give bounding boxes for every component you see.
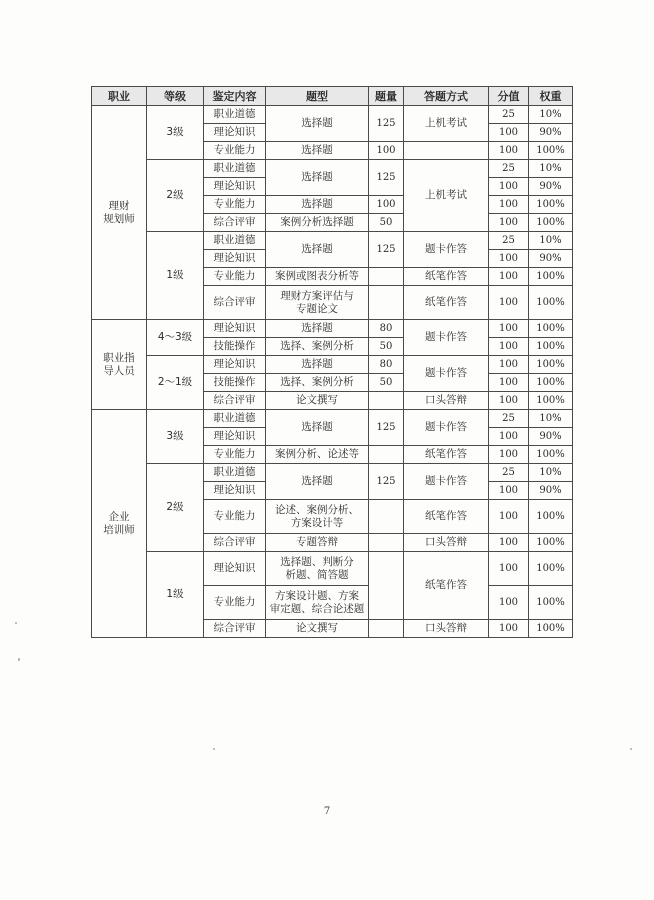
table-cell: 理论知识	[204, 428, 266, 446]
table-cell: 选择题	[266, 160, 369, 196]
table-cell: 理论知识	[204, 482, 266, 500]
table-cell: 100	[489, 586, 529, 620]
table-cell: 题卡作答	[404, 232, 489, 268]
table-cell: 职业道德	[204, 106, 266, 124]
table-cell: 论述、案例分析、 方案设计等	[266, 500, 369, 534]
table-cell: 10%	[529, 160, 573, 178]
table-cell: 100	[489, 482, 529, 500]
table-cell: 100	[489, 356, 529, 374]
scan-speck	[15, 622, 17, 624]
table-cell: 100%	[529, 214, 573, 232]
table-cell: 100	[489, 338, 529, 356]
header-content: 鉴定内容	[204, 87, 266, 106]
header-score: 分值	[489, 87, 529, 106]
table-cell: 选择题	[266, 196, 369, 214]
table-cell: 3级	[147, 106, 204, 160]
table-cell: 企业 培训师	[92, 410, 147, 638]
table-cell: 理论知识	[204, 124, 266, 142]
table-cell: 125	[369, 464, 404, 500]
table-cell: 案例或图表分析等	[266, 268, 369, 286]
page-number: 7	[323, 806, 331, 817]
table-cell: 90%	[529, 250, 573, 268]
table-cell: 综合评审	[204, 214, 266, 232]
table-cell: 90%	[529, 482, 573, 500]
header-occupation: 职业	[92, 87, 147, 106]
table-cell: 专业能力	[204, 142, 266, 160]
table-cell: 选择题	[266, 464, 369, 500]
table-cell: 3级	[147, 410, 204, 464]
table-cell: 选择题、判断分 析题、简答题	[266, 552, 369, 586]
table-cell: 理论知识	[204, 320, 266, 338]
table-cell: 100	[489, 250, 529, 268]
table-cell: 100%	[529, 356, 573, 374]
table-cell: 100	[369, 142, 404, 160]
table-cell	[404, 142, 489, 160]
table-cell: 口头答辩	[404, 392, 489, 410]
table-cell: 案例分析选择题	[266, 214, 369, 232]
table-cell: 选择题	[266, 106, 369, 142]
table-cell: 100	[489, 446, 529, 464]
table-cell: 纸笔作答	[404, 500, 489, 534]
table-cell: 专业能力	[204, 586, 266, 620]
table-cell: 论文撰写	[266, 620, 369, 638]
table-cell: 100	[489, 620, 529, 638]
table-cell: 理论知识	[204, 178, 266, 196]
table-cell: 选择题	[266, 232, 369, 268]
table-cell: 100	[489, 552, 529, 586]
table-cell: 100%	[529, 196, 573, 214]
table-cell: 90%	[529, 428, 573, 446]
table-cell: 100%	[529, 320, 573, 338]
table-cell: 纸笔作答	[404, 286, 489, 320]
table-cell: 题卡作答	[404, 320, 489, 356]
table-cell: 选择、案例分析	[266, 338, 369, 356]
table-cell: 100%	[529, 374, 573, 392]
table-cell: 技能操作	[204, 374, 266, 392]
table-cell: 125	[369, 106, 404, 142]
table-cell: 上机考试	[404, 160, 489, 232]
table-cell: 100%	[529, 338, 573, 356]
table-row	[92, 410, 573, 428]
table-cell: 125	[369, 160, 404, 196]
table-body	[92, 106, 573, 638]
table-cell: 10%	[529, 106, 573, 124]
table-cell: 100	[489, 320, 529, 338]
table-cell	[369, 446, 404, 464]
table-cell: 80	[369, 356, 404, 374]
table-cell: 25	[489, 106, 529, 124]
table-cell: 案例分析、论述等	[266, 446, 369, 464]
table-cell: 100%	[529, 620, 573, 638]
table-cell: 专业能力	[204, 500, 266, 534]
table-cell: 100	[489, 178, 529, 196]
table-cell: 方案设计题、方案 审定题、综合论述题	[266, 586, 369, 620]
table-cell: 100	[489, 268, 529, 286]
table-cell: 论文撰写	[266, 392, 369, 410]
table-cell: 100%	[529, 268, 573, 286]
table-cell: 专业能力	[204, 196, 266, 214]
table-cell: 理财 规划师	[92, 106, 147, 320]
table-cell: 50	[369, 214, 404, 232]
table-cell: 100	[489, 124, 529, 142]
table-cell	[369, 268, 404, 286]
table-row	[92, 232, 573, 250]
table-cell: 25	[489, 464, 529, 482]
header-answer-method: 答题方式	[404, 87, 489, 106]
table-cell: 25	[489, 410, 529, 428]
table-cell: 理论知识	[204, 552, 266, 586]
scan-speck	[630, 748, 632, 750]
table-cell: 50	[369, 374, 404, 392]
table-cell: 综合评审	[204, 392, 266, 410]
table-row	[92, 106, 573, 124]
table-header-row	[92, 87, 573, 106]
table-cell: 125	[369, 410, 404, 446]
table-cell: 1级	[147, 232, 204, 320]
table-cell: 理论知识	[204, 250, 266, 268]
table-cell: 100%	[529, 392, 573, 410]
table-cell: 上机考试	[404, 106, 489, 142]
table-cell	[369, 620, 404, 638]
table-cell: 职业道德	[204, 160, 266, 178]
table-cell: 选择题	[266, 410, 369, 446]
table-cell: 100	[489, 500, 529, 534]
table-cell: 100	[489, 286, 529, 320]
table-cell: 10%	[529, 410, 573, 428]
table-cell: 1级	[147, 552, 204, 638]
table-cell	[369, 534, 404, 552]
header-question-count: 题量	[369, 87, 404, 106]
header-level: 等级	[147, 87, 204, 106]
table-cell: 100	[489, 428, 529, 446]
table-cell: 口头答辩	[404, 534, 489, 552]
table-cell: 90%	[529, 178, 573, 196]
table-cell: 100%	[529, 552, 573, 586]
header-question-type: 题型	[266, 87, 369, 106]
table-cell: 50	[369, 338, 404, 356]
table-cell: 100%	[529, 286, 573, 320]
table-cell: 选择、案例分析	[266, 374, 369, 392]
table-cell: 纸笔作答	[404, 446, 489, 464]
table-cell: 专业能力	[204, 268, 266, 286]
table-cell	[369, 552, 404, 620]
scan-speck	[18, 658, 20, 661]
table-cell: 口头答辩	[404, 620, 489, 638]
table-cell: 职业道德	[204, 464, 266, 482]
table-cell: 综合评审	[204, 534, 266, 552]
table-cell: 2～1级	[147, 356, 204, 410]
table-cell: 100	[489, 214, 529, 232]
table-cell: 理论知识	[204, 356, 266, 374]
table-cell: 100%	[529, 586, 573, 620]
table-cell: 100%	[529, 446, 573, 464]
header-weight: 权重	[529, 87, 573, 106]
table-cell: 选择题	[266, 320, 369, 338]
table-row	[92, 552, 573, 586]
table-cell: 100	[369, 196, 404, 214]
table-cell	[369, 500, 404, 534]
table-row	[92, 160, 573, 178]
table-cell: 25	[489, 232, 529, 250]
table-cell: 理财方案评估与 专题论文	[266, 286, 369, 320]
table-cell: 技能操作	[204, 338, 266, 356]
table-cell: 选择题	[266, 356, 369, 374]
table-cell: 综合评审	[204, 286, 266, 320]
table-cell: 2级	[147, 464, 204, 552]
table-row	[92, 320, 573, 338]
table-cell: 纸笔作答	[404, 268, 489, 286]
table-cell	[369, 392, 404, 410]
table-cell: 100	[489, 196, 529, 214]
table-cell: 4～3级	[147, 320, 204, 356]
table-cell: 100	[489, 374, 529, 392]
table-cell: 100	[489, 534, 529, 552]
table-cell: 选择题	[266, 142, 369, 160]
table-cell: 125	[369, 232, 404, 268]
table-cell: 纸笔作答	[404, 552, 489, 620]
table-cell: 专题答辩	[266, 534, 369, 552]
table-cell: 100%	[529, 500, 573, 534]
table-cell: 题卡作答	[404, 464, 489, 500]
table-cell: 90%	[529, 124, 573, 142]
table-cell	[369, 286, 404, 320]
table-cell: 2级	[147, 160, 204, 232]
table-cell: 100%	[529, 534, 573, 552]
table-cell: 职业指 导人员	[92, 320, 147, 410]
table-cell: 职业道德	[204, 232, 266, 250]
table-cell: 100	[489, 142, 529, 160]
table-cell: 100%	[529, 142, 573, 160]
exam-table	[91, 86, 573, 638]
table-cell: 专业能力	[204, 446, 266, 464]
table-cell: 题卡作答	[404, 410, 489, 446]
table-cell: 10%	[529, 232, 573, 250]
table-cell: 题卡作答	[404, 356, 489, 392]
table-cell: 80	[369, 320, 404, 338]
table-cell: 100	[489, 392, 529, 410]
table-row	[92, 464, 573, 482]
scan-speck	[213, 748, 215, 750]
table-cell: 25	[489, 160, 529, 178]
table-cell: 综合评审	[204, 620, 266, 638]
table-cell: 职业道德	[204, 410, 266, 428]
table-cell: 10%	[529, 464, 573, 482]
table-row	[92, 356, 573, 374]
